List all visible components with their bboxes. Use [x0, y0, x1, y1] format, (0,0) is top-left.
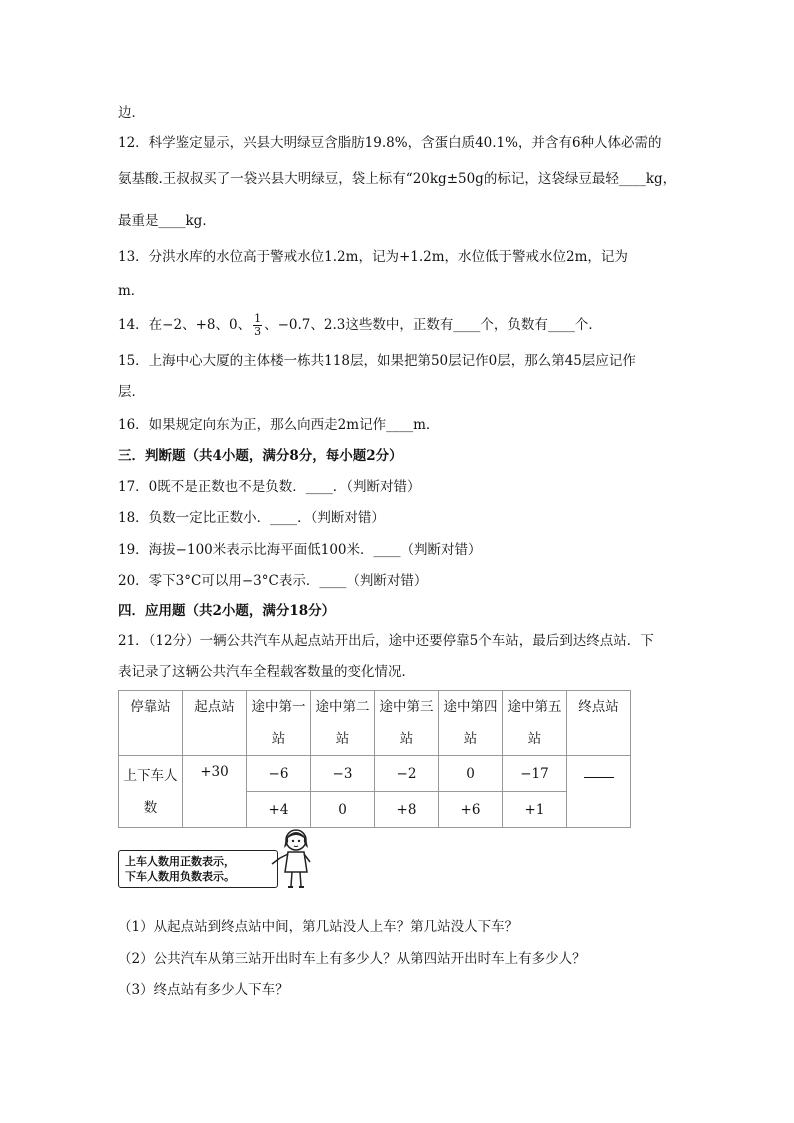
- header-cell: 途中第四站: [439, 691, 503, 756]
- fraction-denominator: 3: [254, 325, 262, 338]
- question-21-line1: 21．（12分）一辆公共汽车从起点站开出后，途中还要停靠5个车站，最后到达终点站．下: [118, 633, 654, 649]
- question-21-line2: 表记录了这辆公共汽车全程载客数量的变化情况．: [118, 664, 415, 680]
- value-cell: −2: [375, 756, 439, 792]
- header-cell: 途中第三站: [375, 691, 439, 756]
- sub-question-3: （3）终点站有多少人下车？: [118, 982, 289, 998]
- fraction-numerator: 1: [254, 312, 262, 325]
- speech-line-2: 下车人数用负数表示。: [125, 870, 235, 883]
- bus-passenger-table: [118, 690, 631, 828]
- header-cell: 起点站: [183, 691, 247, 756]
- q14-suffix: 、−0.7、2.3这些数中，正数有____个，负数有____个．: [264, 317, 602, 333]
- section-4-heading: 四．应用题（共2小题，满分18分）: [118, 603, 336, 619]
- header-cell: 途中第一站: [247, 691, 311, 756]
- q14-prefix: 14．在−2、+8、0、: [118, 317, 252, 333]
- question-19: 19．海拔−100米表示比海平面低100米．____（判断对错）: [118, 542, 482, 558]
- question-18: 18．负数一定比正数小．____．（判断对错）: [118, 510, 385, 526]
- value-cell: 0: [439, 756, 503, 792]
- value-cell: +8: [375, 792, 439, 828]
- girl-illustration: [270, 826, 318, 892]
- line-prev-end: 边．: [118, 105, 145, 121]
- question-12-line1: 12．科学鉴定显示，兴县大明绿豆含脂肪19.8%，含蛋白质40.1%，并含有6种人体必需的: [118, 135, 662, 151]
- row-label-cell: 上下车人数: [119, 756, 183, 828]
- question-15-line2: 层．: [118, 384, 145, 400]
- value-cell: +6: [439, 792, 503, 828]
- question-12-line2: 氨基酸.王叔叔买了一袋兴县大明绿豆，袋上标有“20kg±50g的标记，这袋绿豆最轻____kg，: [118, 171, 677, 187]
- question-14: [118, 313, 678, 338]
- sub-question-2: （2）公共汽车从第三站开出时车上有多少人？从第四站开出时车上有多少人？: [118, 951, 586, 967]
- table-header-row: [119, 691, 631, 756]
- end-blank-cell: [567, 756, 631, 828]
- question-13-line1: 13．分洪水库的水位高于警戒水位1.2m，记为+1.2m，水位低于警戒水位2m，记为: [118, 249, 628, 265]
- header-cell: 终点站: [567, 691, 631, 756]
- section-3-heading: 三．判断题（共4小题，满分8分，每小题2分）: [118, 448, 403, 464]
- header-cell: 停靠站: [119, 691, 183, 756]
- value-cell: −3: [311, 756, 375, 792]
- question-15-line1: 15．上海中心大厦的主体楼一栋共118层，如果把第50层记作0层，那么第45层应记作: [118, 353, 636, 369]
- answer-blank: [584, 777, 614, 778]
- value-cell: +1: [503, 792, 567, 828]
- value-cell: +4: [247, 792, 311, 828]
- value-cell: −6: [247, 756, 311, 792]
- speech-line-1: 上车人数用正数表示，: [125, 855, 235, 868]
- speech-bubble: [118, 850, 278, 888]
- table-row-off: [119, 756, 631, 792]
- question-16: 16．如果规定向东为正，那么向西走2m记作____m．: [118, 417, 440, 433]
- value-cell: 0: [311, 792, 375, 828]
- start-value-cell: +30: [183, 756, 247, 828]
- question-13-line2: m．: [118, 283, 145, 299]
- fraction-one-third: [253, 313, 262, 338]
- question-17: 17．0既不是正数也不是负数．____．（判断对错）: [118, 479, 421, 495]
- sub-question-1: （1）从起点站到终点站中间，第几站没人上车？第几站没人下车？: [118, 919, 519, 935]
- header-cell: 途中第二站: [311, 691, 375, 756]
- value-cell: −17: [503, 756, 567, 792]
- question-20: 20．零下3°C可以用−3°C表示．____（判断对错）: [118, 573, 428, 589]
- header-cell: 途中第五站: [503, 691, 567, 756]
- question-12-line3: 最重是____kg．: [118, 213, 216, 229]
